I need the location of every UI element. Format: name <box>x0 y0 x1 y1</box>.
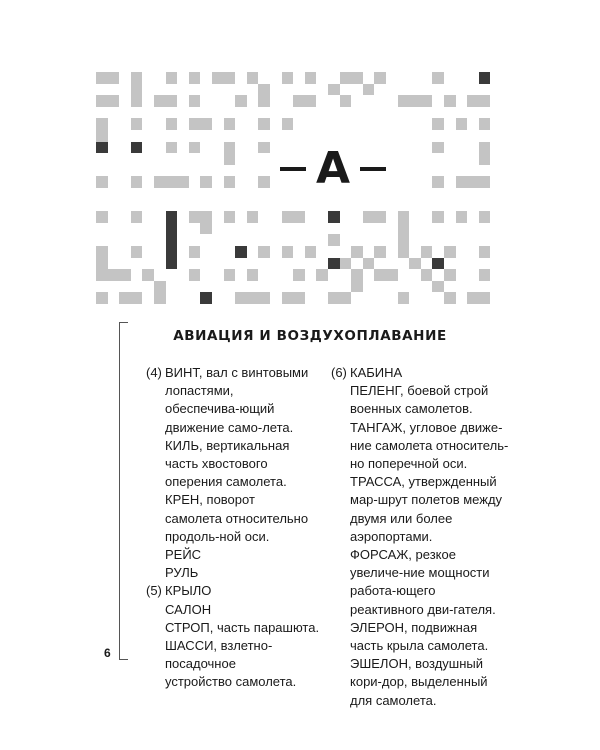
pattern-block <box>363 211 386 223</box>
pattern-block <box>189 269 201 281</box>
pattern-block <box>96 72 119 84</box>
pattern-block <box>363 258 375 270</box>
pattern-block <box>96 246 108 269</box>
pattern-block <box>432 72 444 84</box>
pattern-block <box>235 292 270 304</box>
pattern-block <box>131 176 143 188</box>
pattern-block <box>432 211 444 223</box>
group-label: (4) <box>146 365 162 380</box>
word-entry: ТАНГАЖ, угловое движе-ние самолета относитель-но поперечной оси. <box>350 419 509 472</box>
pattern-block <box>142 269 154 281</box>
pattern-block <box>96 95 119 107</box>
pattern-block-dark <box>131 142 143 154</box>
word-entry: КРЕН, поворот самолета относительно продоль-ной оси. <box>165 492 309 544</box>
word-entry: СТРОП, часть парашюта. <box>165 619 320 635</box>
pattern-block <box>258 176 270 188</box>
pattern-block <box>398 292 410 304</box>
pattern-block <box>96 118 108 141</box>
pattern-block <box>293 269 305 281</box>
section-title: АВИАЦИЯ И ВОЗДУХОПЛАВАНИЕ <box>173 328 447 344</box>
word-entry: ШАССИ, взлетно-посадочное устройство самолета. <box>165 638 297 690</box>
pattern-block-dark <box>96 142 108 154</box>
pattern-block <box>166 72 178 84</box>
pattern-block <box>456 118 468 130</box>
pattern-block <box>189 95 201 107</box>
pattern-block <box>224 211 236 223</box>
group-label: (5) <box>146 583 162 599</box>
pattern-block <box>154 176 189 188</box>
word-entry: КРЫЛО <box>165 583 212 599</box>
pattern-block <box>189 142 201 154</box>
letter-heading <box>278 136 388 202</box>
pattern-block <box>409 258 421 270</box>
pattern-block <box>282 246 294 258</box>
pattern-block <box>166 118 178 130</box>
pattern-block <box>258 246 270 258</box>
margin-bracket <box>119 322 128 660</box>
pattern-block <box>444 95 456 107</box>
pattern-block <box>224 142 236 165</box>
pattern-block <box>131 118 143 130</box>
pattern-block <box>374 269 397 281</box>
pattern-block <box>479 246 491 258</box>
pattern-block <box>456 211 468 223</box>
pattern-block <box>444 269 456 281</box>
pattern-block <box>305 246 317 258</box>
pattern-block <box>258 84 270 107</box>
pattern-block <box>432 142 444 154</box>
pattern-block <box>340 258 352 270</box>
pattern-block <box>340 72 363 84</box>
pattern-block <box>247 211 259 223</box>
pattern-block <box>363 84 375 96</box>
word-group-5 <box>146 582 326 691</box>
pattern-block <box>247 269 259 281</box>
pattern-block <box>282 72 294 84</box>
word-entry: КИЛЬ, вертикальная часть хвостового оперения самолета. <box>165 437 290 490</box>
pattern-block <box>421 246 433 258</box>
pattern-block-dark <box>479 72 491 84</box>
word-column-right <box>331 364 516 710</box>
pattern-block <box>258 118 270 130</box>
word-group-4 <box>146 364 326 582</box>
pattern-block <box>154 95 177 107</box>
pattern-block <box>166 142 178 154</box>
pattern-block <box>479 269 491 281</box>
pattern-block <box>293 95 316 107</box>
pattern-block <box>432 118 444 130</box>
pattern-block <box>282 211 305 223</box>
pattern-block <box>189 211 201 223</box>
pattern-block <box>444 292 456 304</box>
pattern-block <box>189 246 201 258</box>
word-entry: САЛОН <box>165 601 212 617</box>
pattern-block <box>374 246 386 258</box>
pattern-block <box>189 72 201 84</box>
word-entry: РЕЙС <box>165 547 202 563</box>
pattern-block <box>235 95 247 107</box>
pattern-block-dark <box>432 258 444 270</box>
pattern-block <box>224 176 236 188</box>
pattern-block <box>328 84 340 96</box>
pattern-block <box>224 118 236 130</box>
pattern-block <box>421 269 433 281</box>
pattern-block <box>96 292 108 304</box>
pattern-block <box>432 176 444 188</box>
pattern-block <box>467 292 490 304</box>
pattern-block <box>467 95 490 107</box>
right-dash <box>360 167 386 171</box>
pattern-block <box>282 118 294 130</box>
pattern-block <box>131 246 143 258</box>
pattern-block <box>212 72 235 84</box>
word-entry: ВИНТ, вал с винтовыми лопастями, обеспечива-ющий движение само-лета. <box>165 365 309 435</box>
pattern-block <box>96 176 108 188</box>
pattern-block <box>258 142 270 154</box>
pattern-block-dark <box>166 211 178 269</box>
pattern-block <box>96 269 131 281</box>
word-entry: КАБИНА <box>350 365 403 380</box>
pattern-block <box>154 292 166 304</box>
pattern-block <box>479 142 491 165</box>
pattern-block <box>328 292 351 304</box>
pattern-block-dark <box>235 246 247 258</box>
pattern-block <box>398 95 433 107</box>
left-dash <box>280 167 306 171</box>
pattern-block <box>444 246 456 258</box>
pattern-block-dark <box>328 258 340 270</box>
pattern-block <box>131 211 143 223</box>
word-group-6 <box>331 364 516 710</box>
pattern-block <box>305 72 317 84</box>
section-letter: А <box>315 143 351 194</box>
group-label: (6) <box>331 365 347 380</box>
pattern-block <box>131 84 143 107</box>
pattern-block <box>374 72 386 84</box>
pattern-block-dark <box>200 292 212 304</box>
pattern-block <box>479 211 491 223</box>
word-entry: РУЛЬ <box>165 565 199 581</box>
pattern-block <box>316 269 328 281</box>
pattern-block <box>340 95 352 107</box>
pattern-block <box>282 292 305 304</box>
pattern-block <box>200 176 212 188</box>
pattern-block <box>131 72 143 84</box>
pattern-block <box>189 118 212 130</box>
pattern-block <box>224 269 236 281</box>
pattern-block <box>247 72 259 84</box>
word-entry: ЭШЕЛОН, воздушный кори-дор, выделенный для самолета. <box>350 656 488 708</box>
pattern-block <box>398 211 410 257</box>
pattern-block <box>96 211 108 223</box>
pattern-block <box>351 246 363 258</box>
pattern-block <box>432 281 444 293</box>
pattern-block-dark <box>328 211 340 223</box>
pattern-block <box>328 234 340 246</box>
word-column-left <box>146 364 326 692</box>
word-entry: ТРАССА, утвержденный мар-шрут полетов между двумя или более аэропортами. <box>350 474 503 544</box>
word-entry: ФОРСАЖ, резкое увеличе-ние мощности работа-ющего реактивного дви-гателя. <box>350 547 496 617</box>
page-number: 6 <box>104 646 111 660</box>
pattern-block <box>479 118 491 130</box>
word-entry: ПЕЛЕНГ, боевой строй военных самолетов. <box>350 383 489 417</box>
pattern-block <box>154 281 166 293</box>
pattern-block <box>200 211 212 234</box>
pattern-block <box>119 292 142 304</box>
pattern-block <box>351 281 363 293</box>
pattern-block <box>351 269 363 281</box>
pattern-block <box>456 176 491 188</box>
word-entry: ЭЛЕРОН, подвижная часть крыла самолета. <box>350 619 489 654</box>
